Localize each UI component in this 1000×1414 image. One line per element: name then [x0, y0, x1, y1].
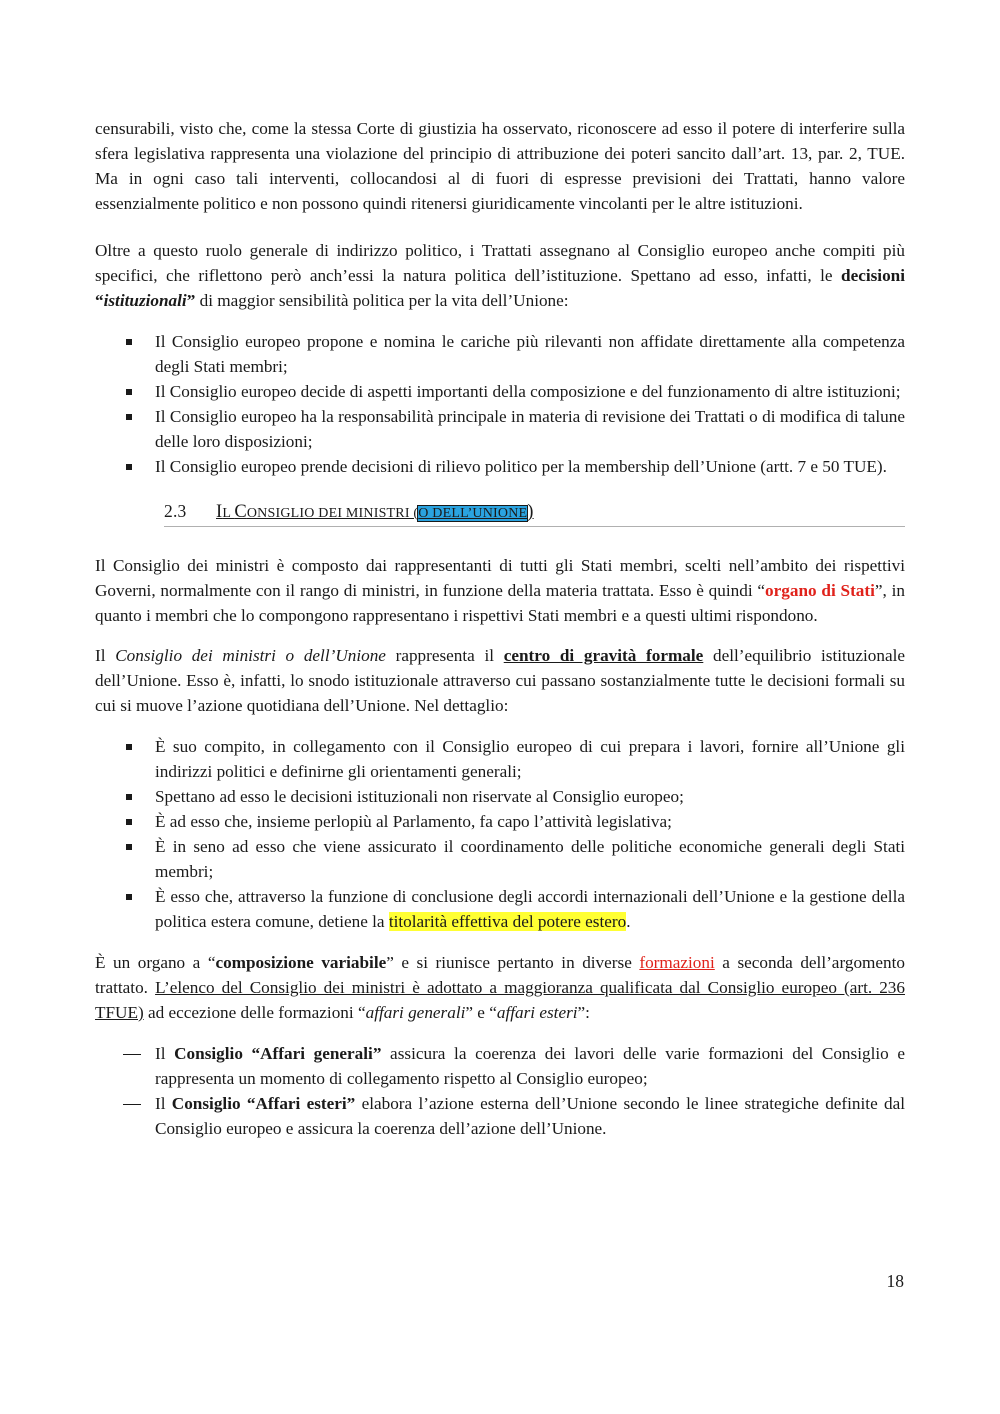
- link-formazioni[interactable]: formazioni: [639, 953, 715, 972]
- underlined-text: L’elenco del Consiglio dei ministri è adottato a maggioranza qualificata dal Consiglio europeo (art. 236 TFUE): [95, 978, 905, 1022]
- paragraph-institutional-decisions: [95, 238, 905, 313]
- list-item: È ad esso che, insieme perlopiù al Parlamento, fa capo l’attività legislativa;: [95, 809, 905, 834]
- list-item: Il Consiglio europeo prende decisioni di rilievo politico per la membership dell’Unione (artt. 7 e 50 TUE).: [95, 454, 905, 479]
- bold-text: composizione variabile: [215, 953, 387, 972]
- document-page: [95, 116, 905, 1141]
- list-item: Il Consiglio europeo ha la responsabilità principale in materia di revisione dei Trattati o di modifica di talune delle loro disposizioni;: [95, 404, 905, 454]
- bold-underlined-text: centro di gravità formale: [503, 646, 704, 665]
- bullet-list-council-tasks: [95, 734, 905, 934]
- bold-text-end: ”: [186, 291, 196, 310]
- section-number: 2.3: [164, 501, 187, 521]
- red-bold-text: organo di Stati: [765, 581, 875, 600]
- paragraph-gravity-center: Il Consiglio dei ministri o dell’Unione rappresenta il centro di gravità formale dell’equilibrio istituzionale dell’Unione. Esso è, infatti, lo snodo istituzionale attraverso cui passano sostanzialmente tutte le decisioni formali su cui si muove l’azione quotidiana dell’Unione. Nel dettaglio:: [95, 646, 905, 715]
- list-item: È suo compito, in collegamento con il Consiglio europeo di cui prepara i lavori, fornire all’Unione gli indirizzi politici e definirne gli orientamenti generali;: [95, 734, 905, 784]
- bold-italic-text: istituzionali: [103, 291, 187, 310]
- list-item: Il Consiglio “Affari esteri” elabora l’azione esterna dell’Unione secondo le linee strategiche definite dal Consiglio europeo e assicura la coerenza dell’azione dell’Unione.: [95, 1091, 905, 1141]
- list-item: Il Consiglio europeo decide di aspetti importanti della composizione e del funzionamento di altre istituzioni;: [95, 379, 905, 404]
- highlighted-text: O DELL’UNIONE: [418, 506, 528, 521]
- section-title: IL CONSIGLIO DEI MINISTRI (O DELL’UNIONE): [216, 502, 534, 522]
- highlighted-text: titolarità effettiva del potere estero: [388, 912, 627, 931]
- bold-text: Consiglio “Affari esteri”: [171, 1094, 356, 1113]
- list-item: Spettano ad esso le decisioni istituzionali non riservate al Consiglio europeo;: [95, 784, 905, 809]
- paragraph-composition: Il Consiglio dei ministri è composto dai rappresentanti di tutti gli Stati membri, scelti nell’ambito dei rispettivi Governi, normalmente con il rango di ministri, in funzione della materia trattata. Esso è quindi “organo di Stati”, in quanto i membri che lo compongono rappresentano i rispettivi Stati membri e a questi ultimi rispondono.: [95, 556, 906, 625]
- list-item: Il Consiglio europeo propone e nomina le cariche più rilevanti non affidate direttamente alla competenza degli Stati membri;: [95, 329, 905, 379]
- dash-list-formations: [95, 1041, 905, 1141]
- list-item: È esso che, attraverso la funzione di conclusione degli accordi internazionali dell’Unione e la gestione della politica estera comune, detiene la titolarità effettiva del potere estero.: [95, 884, 905, 934]
- section-heading: [164, 498, 905, 527]
- list-item: È in seno ad esso che viene assicurato il coordinamento delle politiche economiche generali degli Stati membri;: [95, 834, 905, 884]
- italic-text: Consiglio dei ministri o dell’Unione: [115, 646, 386, 665]
- text-tail: di maggior sensibilità politica per la vita dell’Unione:: [195, 291, 569, 310]
- list-item: Il Consiglio “Affari generali” assicura la coerenza dei lavori delle varie formazioni del Consiglio e rappresenta un momento di collegamento rispetto al Consiglio europeo;: [95, 1041, 905, 1091]
- bold-text: Consiglio “Affari generali”: [174, 1044, 382, 1063]
- bold-text: decisioni “: [95, 266, 905, 310]
- paragraph-intro: censurabili, visto che, come la stessa Corte di giustizia ha osservato, riconoscere ad esso il potere di interferire sulla sfera legislativa rappresenta una violazione del principio di attribuzione dei poteri sancito dall’art. 13, par. 2, TUE. Ma in ogni caso tali interventi, collocandosi al di fuori di espresse previsioni dei Trattati, hanno valore essenzialmente politico e non possono quindi ritenersi giuridicamente vincolanti per le altre istituzioni.: [95, 119, 905, 213]
- bullet-list-european-council: [95, 329, 905, 479]
- text: Oltre a questo ruolo generale di indirizzo politico, i Trattati assegnano al Consiglio europeo anche compiti più specifici, che riflettono però anch’essi la natura politica dell’istituzione. Spettano ad esso, infatti, le: [95, 241, 905, 285]
- paragraph-variable-composition: È un organo a “composizione variabile” e si riunisce pertanto in diverse formazioni a seconda dell’argomento trattato. L’elenco del Consiglio dei ministri è adottato a maggioranza qualificata dal Consiglio europeo (art. 236 TFUE) ad eccezione delle formazioni “affari generali” e “affari esteri”:: [95, 953, 906, 1022]
- page-number: 18: [886, 1271, 904, 1291]
